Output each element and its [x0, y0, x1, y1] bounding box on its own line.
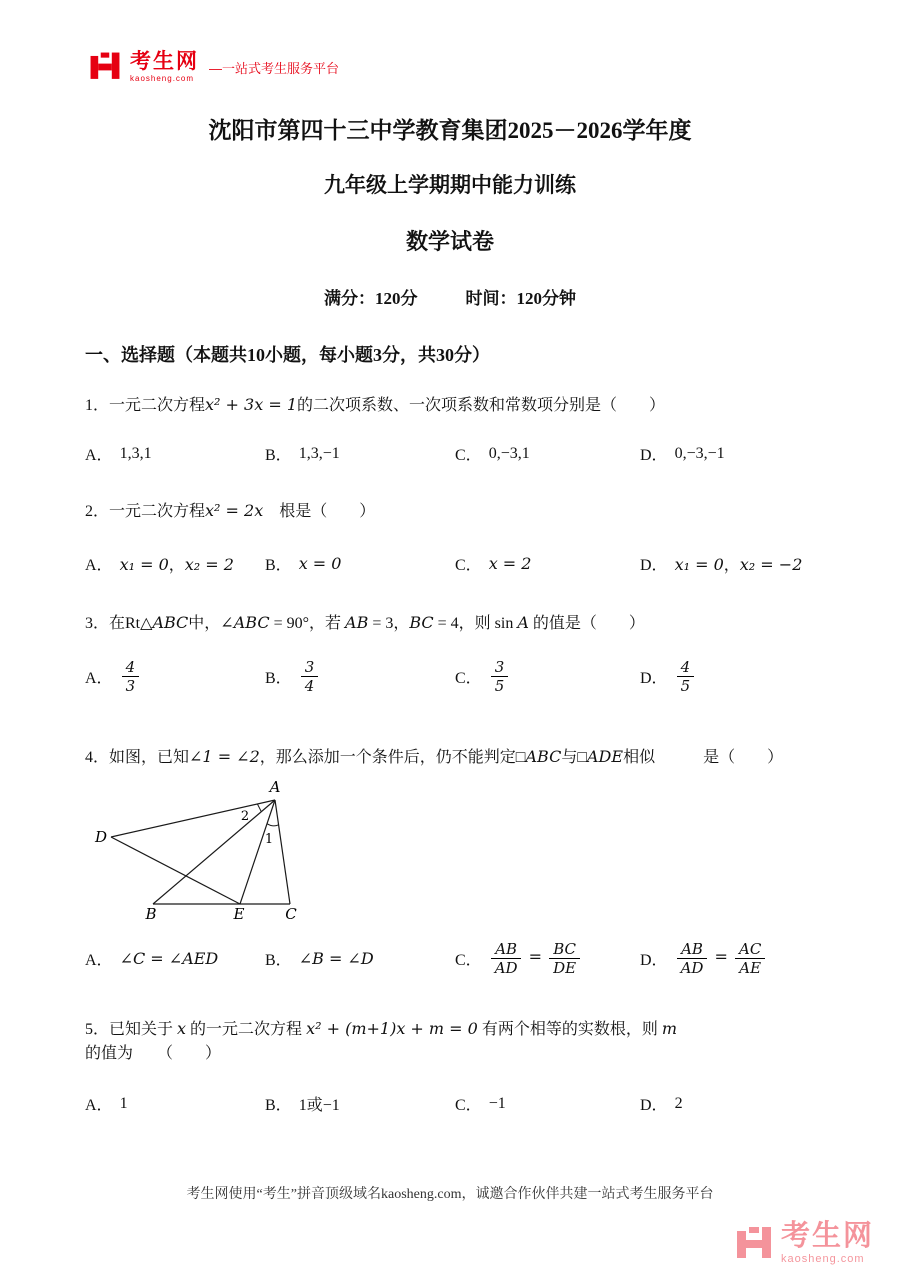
- option-label: C．: [455, 952, 482, 969]
- option-value: 1或−1: [298, 1097, 340, 1114]
- option-value: x = 0: [298, 553, 342, 573]
- option-label: A．: [85, 952, 113, 969]
- brand-name: 考生网: [130, 50, 199, 73]
- question-3: [85, 611, 815, 695]
- question-4-option-b: [265, 947, 455, 970]
- option-label: D．: [640, 447, 668, 464]
- question-3-stem: 3．在Rt△ABC中，∠ABC = 90°，若 AB = 3，BC = 4，则 sin A 的值是（ ）: [85, 613, 645, 632]
- option-value: ∠B = ∠D: [298, 948, 374, 968]
- question-3-option-d: [640, 658, 815, 695]
- section-1-heading: 一、选择题（本题共10小题，每小题3分，共30分）: [85, 345, 490, 365]
- page-footer: [0, 1183, 900, 1203]
- option-label: C．: [455, 670, 482, 687]
- question-4-stem: 4．如图，已知∠1 = ∠2，那么添加一个条件后，仍不能判定□ABC与□ADE相似 是（ ）: [85, 747, 784, 766]
- option-value: ∠C = ∠AED: [119, 948, 219, 968]
- question-4: [85, 745, 815, 977]
- option-value: $\frac{3}{4}$: [299, 658, 321, 695]
- option-value: x = 2: [488, 553, 532, 573]
- option-label: D．: [640, 1097, 668, 1114]
- figure-label-a: A: [269, 780, 281, 796]
- figure-label-e: E: [233, 905, 245, 922]
- triangle-diagram: [93, 780, 333, 922]
- exam-title-line3: 数学试卷: [405, 229, 494, 254]
- option-label: B．: [265, 670, 292, 687]
- watermark-brand-name: 考生网: [780, 1220, 874, 1252]
- question-2-stem: 2．一元二次方程x² = 2x 根是（ ）: [85, 501, 376, 520]
- question-4-option-a: [85, 947, 265, 970]
- meta-total-score: 满分：120分: [324, 289, 418, 308]
- question-2-option-b: [265, 552, 455, 575]
- option-value: x₁ = 0，x₂ = −2: [674, 555, 803, 574]
- option-label: A．: [85, 447, 113, 464]
- option-label: D．: [640, 557, 668, 574]
- option-label: A．: [85, 1097, 113, 1114]
- question-1: [85, 393, 815, 465]
- option-label: C．: [455, 447, 482, 464]
- brand-text-block: [130, 51, 199, 83]
- question-1-option-b: [265, 442, 455, 465]
- question-5-option-d: [640, 1092, 815, 1115]
- watermark-domain: kaosheng.com: [780, 1253, 865, 1265]
- question-5-options: [85, 1092, 815, 1115]
- watermark-text-block: [781, 1222, 874, 1265]
- option-label: B．: [265, 447, 292, 464]
- question-3-options: [85, 658, 815, 695]
- option-label: A．: [85, 670, 113, 687]
- question-2-option-a: [85, 552, 265, 575]
- option-value: 0,−3,1: [488, 444, 530, 462]
- question-1-option-c: [455, 442, 640, 465]
- option-value: $\frac{4}{5}$: [675, 658, 697, 695]
- question-4-figure: [93, 780, 815, 922]
- question-2: [85, 499, 815, 575]
- question-1-option-d: [640, 442, 815, 465]
- question-5-option-a: [85, 1092, 265, 1115]
- option-label: D．: [640, 952, 668, 969]
- option-label: D．: [640, 670, 668, 687]
- option-value: $\frac{4}{3}$: [120, 658, 142, 695]
- question-3-option-a: [85, 658, 265, 695]
- option-value: x₁ = 0，x₂ = 2: [119, 555, 234, 574]
- figure-angle-1-label: 1: [264, 832, 274, 847]
- option-value: 1,3,1: [119, 444, 152, 462]
- figure-label-b: B: [145, 905, 157, 922]
- option-value: 1: [119, 1094, 128, 1112]
- question-1-options: [85, 442, 815, 465]
- option-label: B．: [265, 952, 292, 969]
- question-5-stem: 5．已知关于 x 的一元二次方程 x² + (m+1)x + m = 0 有两个相等的实数根，则 m 的值为 （ ）: [85, 1019, 678, 1062]
- option-label: C．: [455, 557, 482, 574]
- option-value: $\frac{AB}{AD}$ = $\frac{AC}{AE}$: [675, 940, 768, 977]
- option-value: 0,−3,−1: [674, 444, 725, 462]
- question-2-options: [85, 552, 815, 575]
- meta-duration: 时间：120分钟: [465, 289, 576, 308]
- exam-title-line1: 沈阳市第四十三中学教育集团2025－2026学年度: [208, 118, 692, 143]
- site-logo: [88, 50, 339, 84]
- figure-angle-2-label: 2: [240, 809, 250, 824]
- question-5: [85, 1017, 815, 1115]
- exam-title-line2: 九年级上学期期中能力训练: [324, 173, 576, 197]
- kaosheng-watermark: [734, 1222, 874, 1265]
- option-value: 2: [674, 1094, 683, 1112]
- question-2-option-d: [640, 552, 815, 575]
- figure-label-c: C: [285, 905, 297, 922]
- question-4-option-d: [640, 940, 815, 977]
- option-label: B．: [265, 557, 292, 574]
- question-4-option-c: [455, 940, 640, 977]
- question-3-option-c: [455, 658, 640, 695]
- question-1-option-a: [85, 442, 265, 465]
- brand-tagline: —一站式考生服务平台: [209, 60, 340, 76]
- question-4-options: [85, 940, 815, 977]
- figure-label-d: D: [94, 828, 108, 846]
- question-3-option-b: [265, 658, 455, 695]
- kaosheng-watermark-icon: [734, 1224, 774, 1264]
- option-value: $\frac{AB}{AD}$ = $\frac{BC}{DE}$: [489, 940, 582, 977]
- question-5-option-c: [455, 1092, 640, 1115]
- brand-domain: kaosheng.com: [130, 74, 195, 83]
- question-1-stem: 1．一元二次方程x² + 3x = 1的二次项系数、一次项系数和常数项分别是（ ）: [85, 395, 666, 414]
- option-label: B．: [265, 1097, 292, 1114]
- exam-meta: [85, 284, 815, 309]
- kaosheng-logo-icon: [88, 50, 122, 84]
- option-value: −1: [488, 1094, 506, 1112]
- option-label: C．: [455, 1097, 482, 1114]
- question-5-option-b: [265, 1092, 455, 1115]
- question-2-option-c: [455, 552, 640, 575]
- option-value: 1,3,−1: [298, 444, 340, 462]
- option-value: $\frac{3}{5}$: [489, 658, 511, 695]
- footer-text: 考生网使用“考生”拼音顶级域名kaosheng.com，诚邀合作伙伴共建一站式考生服务平台: [186, 1187, 714, 1202]
- option-label: A．: [85, 557, 113, 574]
